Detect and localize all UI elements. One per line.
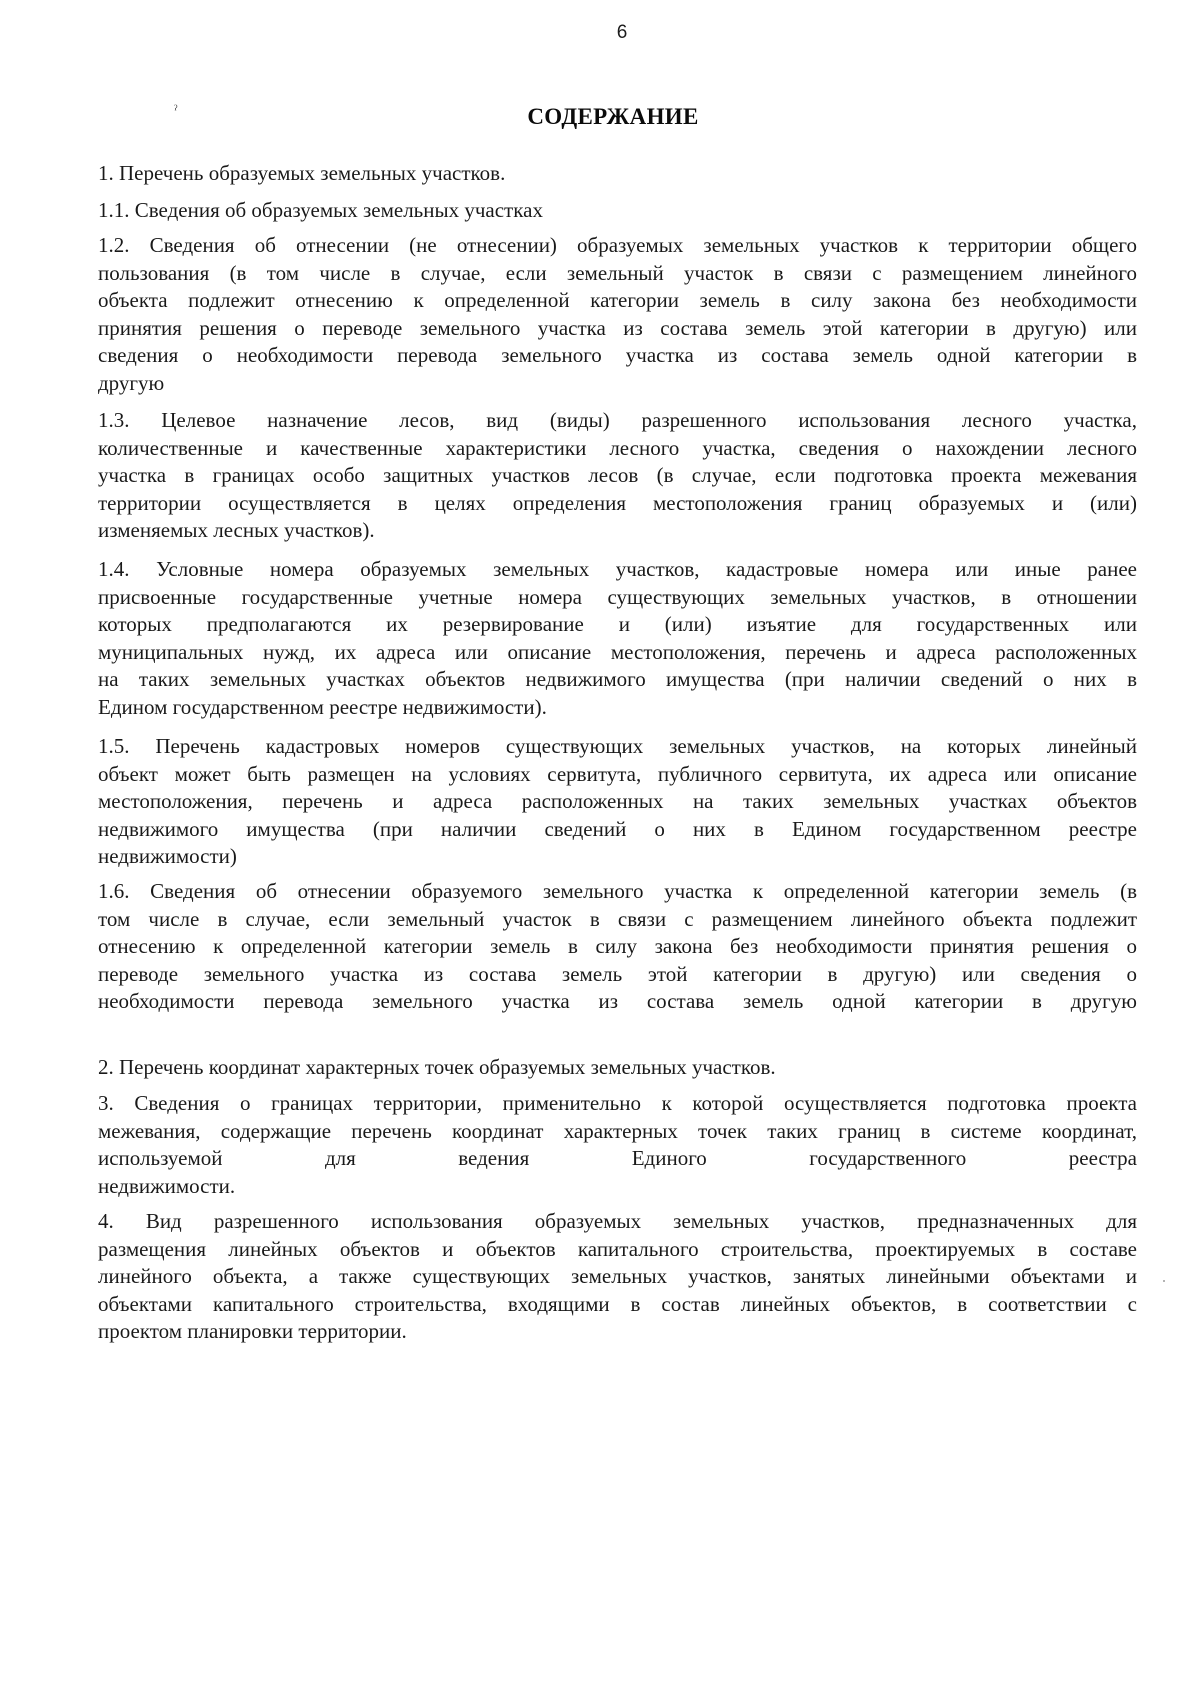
toc-line: объект может быть размещен на условиях сервитута, публичного сервитута, их адреса или описание: [98, 761, 1137, 786]
toc-line: межевания, содержащие перечень координат характерных точек таких границ в системе координат,: [98, 1118, 1137, 1143]
toc-line: линейного объекта, а также существующих земельных участков, занятых линейными объектами и: [98, 1264, 1137, 1289]
toc-item-1: [98, 160, 1137, 188]
toc-line: отнесению к определенной категории земель в силу закона без необходимости принятия решения о: [98, 934, 1137, 959]
toc-line: на таких земельных участках объектов недвижимого имущества (при наличии сведений о них в: [98, 667, 1137, 692]
toc-line: недвижимости.: [98, 1173, 236, 1198]
page-number: 6: [616, 22, 628, 43]
toc-item-1-2: [98, 232, 1137, 398]
toc-line: территории осуществляется в целях определения местоположения границ образуемых и (или): [98, 490, 1137, 515]
toc-line: недвижимого имущества (при наличии сведений о них в Едином государственном реестре: [98, 816, 1137, 841]
scan-speck: [1163, 1280, 1165, 1282]
toc-line: переводе земельного участка из состава земель этой категории в другую) или сведения о: [98, 961, 1137, 986]
toc-line: 3. Сведения о границах территории, применительно к которой осуществляется подготовка проекта: [98, 1091, 1137, 1115]
toc-line: местоположения, перечень и адреса расположенных на таких земельных участках объектов: [98, 789, 1137, 814]
toc-line: проектом планировки территории.: [98, 1319, 407, 1344]
toc-line: присвоенные государственные учетные номера существующих земельных участков, в отношении: [98, 584, 1137, 609]
toc-item-4: [98, 1208, 1137, 1346]
toc-line: 4. Вид разрешенного использования образуемых земельных участков, предназначенных для: [98, 1209, 1137, 1233]
toc-line: размещения линейных объектов и объектов капитального строительства, проектируемых в составе: [98, 1236, 1137, 1261]
toc-line: 1.1. Сведения об образуемых земельных участках: [98, 198, 543, 222]
toc-line: 1.2. Сведения об отнесении (не отнесении) образуемых земельных участков к территории общего: [98, 233, 1137, 257]
toc-line: необходимости перевода земельного участка из состава земель одной категории в другую: [98, 989, 1137, 1014]
toc-line: недвижимости): [98, 844, 237, 869]
toc-line: Едином государственном реестре недвижимости).: [98, 694, 547, 719]
toc-line: которых предполагаются их резервирование и (или) изъятие для государственных или: [98, 612, 1137, 637]
toc-line: объекта подлежит отнесению к определенной категории земель в силу закона без необходимости: [98, 288, 1137, 313]
page-title: СОДЕРЖАНИЕ: [527, 104, 699, 129]
toc-line: 1. Перечень образуемых земельных участков.: [98, 161, 506, 185]
toc-item-3: [98, 1090, 1137, 1200]
toc-line: 1.5. Перечень кадастровых номеров существующих земельных участков, на которых линейный: [98, 734, 1137, 758]
toc-line: сведения о необходимости перевода земельного участка из состава земель одной категории в: [98, 343, 1137, 368]
toc-line: 2. Перечень координат характерных точек образуемых земельных участков.: [98, 1055, 776, 1079]
toc-item-1-3: [98, 407, 1137, 545]
toc-item-1-6: [98, 878, 1137, 1016]
toc-line: 1.4. Условные номера образуемых земельных участков, кадастровые номера или иные ранее: [98, 557, 1137, 581]
scan-artifact-mark: ˀ: [174, 103, 178, 118]
toc-line: пользования (в том числе в случае, если земельный участок в связи с размещением линейного: [98, 260, 1137, 285]
toc-line: муниципальных нужд, их адреса или описание местоположения, перечень и адреса расположенных: [98, 639, 1137, 664]
toc-line: том числе в случае, если земельный участок в связи с размещением линейного объекта подлежит: [98, 906, 1137, 931]
toc-line: принятия решения о переводе земельного участка из состава земель этой категории в другую) или: [98, 315, 1137, 340]
toc-item-2: [98, 1054, 1137, 1082]
toc-line: изменяемых лесных участков).: [98, 518, 375, 543]
toc-item-1-4: [98, 556, 1137, 722]
toc-line: количественные и качественные характеристики лесного участка, сведения о нахождении лесного: [98, 435, 1137, 460]
toc-line: 1.3. Целевое назначение лесов, вид (виды) разрешенного использования лесного участка,: [98, 408, 1137, 432]
toc-line: 1.6. Сведения об отнесении образуемого земельного участка к определенной категории земель (в: [98, 879, 1137, 903]
toc-line: используемой для ведения Единого государственного реестра: [98, 1146, 1137, 1171]
toc-item-1-5: [98, 733, 1137, 871]
toc-line: участка в границах особо защитных участков лесов (в случае, если подготовка проекта межевания: [98, 463, 1137, 488]
toc-item-1-1: [98, 197, 1137, 225]
toc-line: объектами капитального строительства, входящими в состав линейных объектов, в соответствии с: [98, 1291, 1137, 1316]
toc-line: другую: [98, 370, 165, 395]
